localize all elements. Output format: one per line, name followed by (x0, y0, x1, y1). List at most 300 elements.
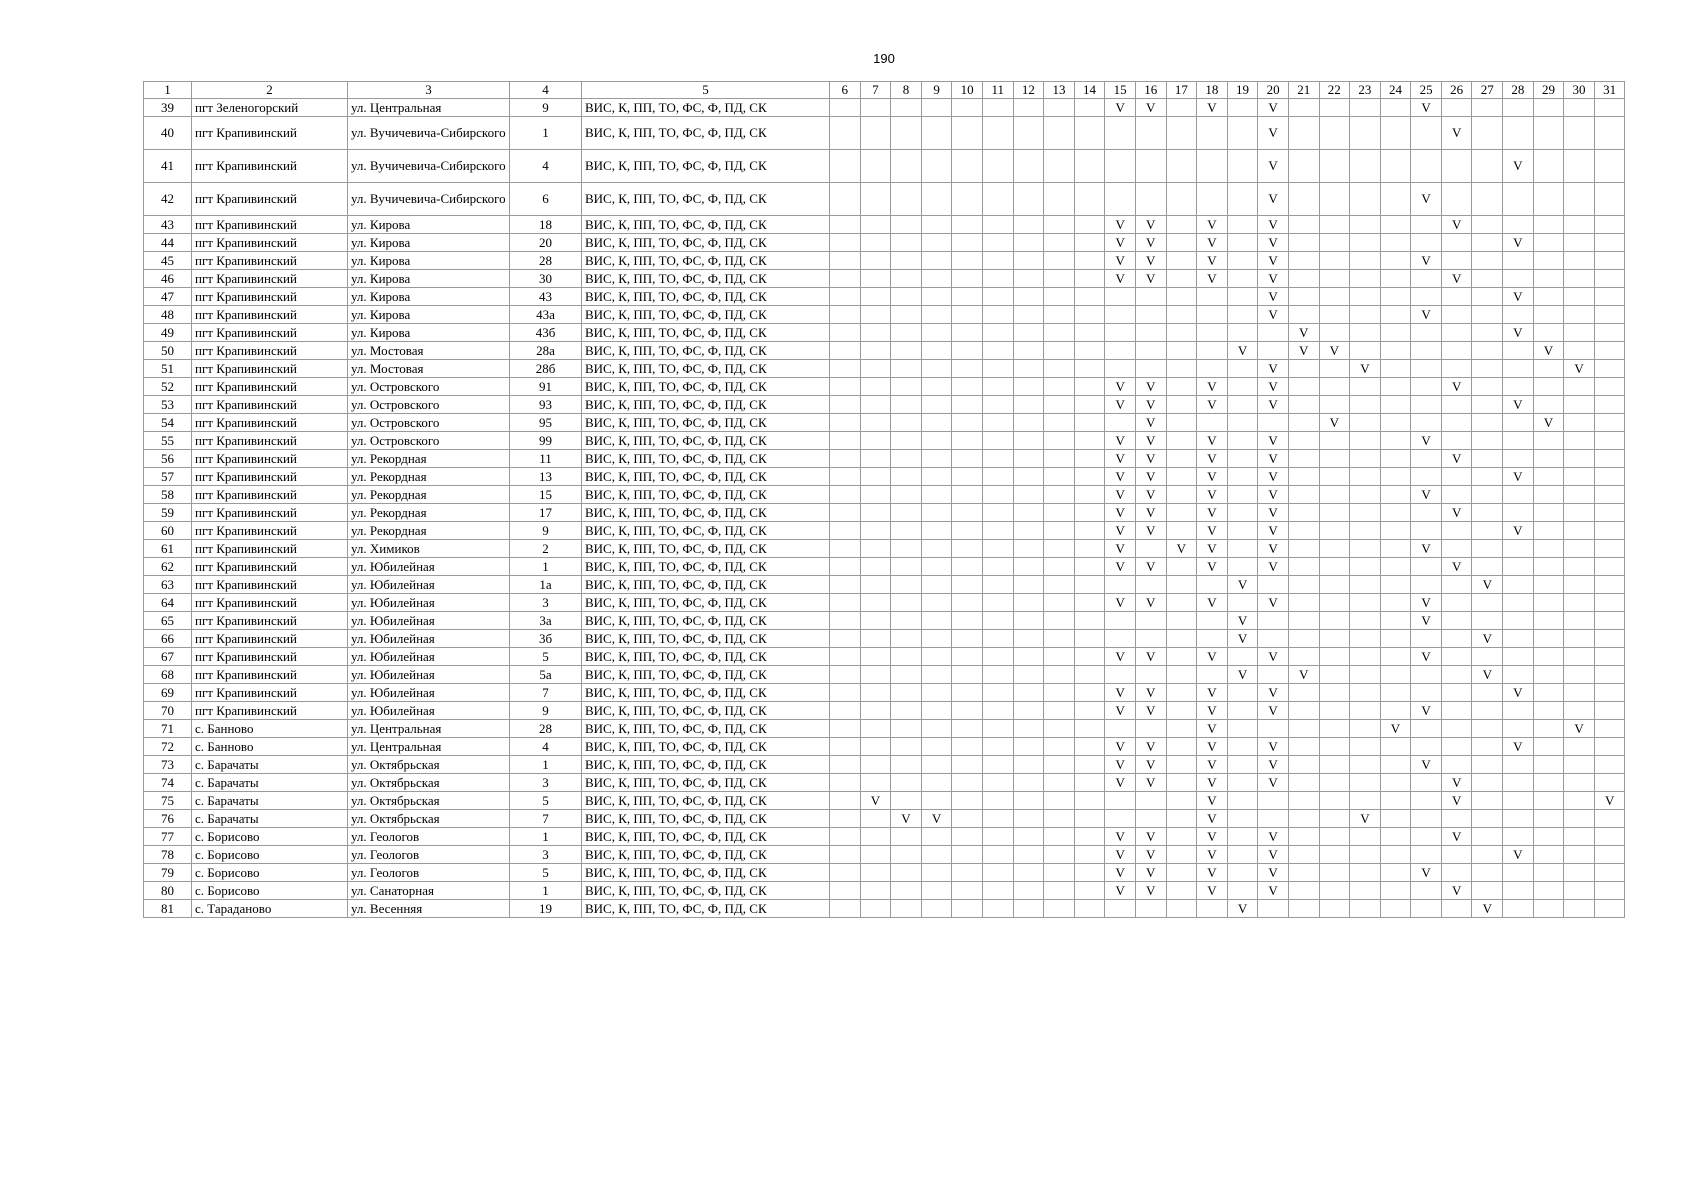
check-mark-cell: V (1411, 864, 1442, 882)
empty-cell (1380, 540, 1411, 558)
column-number-header: 8 (891, 82, 922, 99)
empty-cell (1135, 288, 1166, 306)
empty-cell (860, 900, 891, 918)
check-mark-cell: V (1197, 504, 1228, 522)
empty-cell (1503, 882, 1534, 900)
empty-cell (891, 900, 922, 918)
empty-cell (1380, 684, 1411, 702)
empty-cell (1472, 216, 1503, 234)
row-number-cell: 62 (144, 558, 192, 576)
empty-cell (891, 558, 922, 576)
empty-cell (1411, 846, 1442, 864)
row-number-cell: 42 (144, 183, 192, 216)
empty-cell (1227, 150, 1258, 183)
empty-cell (1564, 576, 1595, 594)
row-number-cell: 50 (144, 342, 192, 360)
empty-cell (1166, 702, 1197, 720)
empty-cell (952, 756, 983, 774)
table-row (144, 648, 1625, 666)
empty-cell (1258, 612, 1289, 630)
empty-cell (860, 828, 891, 846)
empty-cell (1074, 99, 1105, 117)
empty-cell (860, 99, 891, 117)
empty-cell (1411, 576, 1442, 594)
empty-cell (1472, 234, 1503, 252)
empty-cell (982, 576, 1013, 594)
table-row (144, 810, 1625, 828)
empty-cell (891, 648, 922, 666)
empty-cell (1380, 900, 1411, 918)
empty-cell (921, 450, 952, 468)
empty-cell (1319, 396, 1350, 414)
empty-cell (1258, 720, 1289, 738)
empty-cell (1564, 150, 1595, 183)
empty-cell (1074, 150, 1105, 183)
check-mark-cell: V (1258, 702, 1289, 720)
settlement-cell: пгт Крапивинский (192, 486, 348, 504)
empty-cell (1350, 684, 1381, 702)
empty-cell (982, 396, 1013, 414)
house-number-cell: 91 (510, 378, 582, 396)
empty-cell (1533, 522, 1564, 540)
empty-cell (1044, 150, 1075, 183)
empty-cell (1472, 342, 1503, 360)
street-cell: ул. Вучичевича-Сибирского (348, 183, 510, 216)
empty-cell (1013, 414, 1044, 432)
empty-cell (1166, 594, 1197, 612)
empty-cell (1074, 720, 1105, 738)
check-mark-cell: V (1197, 738, 1228, 756)
empty-cell (1503, 360, 1534, 378)
check-mark-cell: V (1135, 702, 1166, 720)
empty-cell (1135, 183, 1166, 216)
empty-cell (1227, 117, 1258, 150)
empty-cell (1319, 504, 1350, 522)
empty-cell (921, 306, 952, 324)
check-mark-cell: V (1197, 810, 1228, 828)
check-mark-cell: V (1227, 576, 1258, 594)
empty-cell (1074, 864, 1105, 882)
services-cell: ВИС, К, ПП, ТО, ФС, Ф, ПД, СК (582, 756, 830, 774)
empty-cell (1319, 540, 1350, 558)
empty-cell (1135, 900, 1166, 918)
house-number-cell: 43а (510, 306, 582, 324)
check-mark-cell: V (1197, 486, 1228, 504)
empty-cell (1013, 864, 1044, 882)
empty-cell (830, 270, 861, 288)
empty-cell (1472, 684, 1503, 702)
empty-cell (1472, 288, 1503, 306)
empty-cell (830, 183, 861, 216)
empty-cell (921, 846, 952, 864)
empty-cell (1044, 342, 1075, 360)
empty-cell (1319, 450, 1350, 468)
empty-cell (982, 522, 1013, 540)
empty-cell (860, 234, 891, 252)
services-cell: ВИС, К, ПП, ТО, ФС, Ф, ПД, СК (582, 540, 830, 558)
empty-cell (1564, 756, 1595, 774)
settlement-cell: с. Барачаты (192, 756, 348, 774)
settlement-cell: пгт Крапивинский (192, 378, 348, 396)
empty-cell (1013, 882, 1044, 900)
empty-cell (1411, 684, 1442, 702)
empty-cell (1227, 810, 1258, 828)
services-cell: ВИС, К, ПП, ТО, ФС, Ф, ПД, СК (582, 324, 830, 342)
empty-cell (921, 576, 952, 594)
empty-cell (1441, 846, 1472, 864)
empty-cell (1564, 612, 1595, 630)
empty-cell (860, 378, 891, 396)
empty-cell (1472, 150, 1503, 183)
row-number-cell: 80 (144, 882, 192, 900)
empty-cell (1166, 486, 1197, 504)
empty-cell (1288, 288, 1319, 306)
check-mark-cell: V (1135, 414, 1166, 432)
empty-cell (1472, 828, 1503, 846)
empty-cell (1411, 234, 1442, 252)
empty-cell (860, 486, 891, 504)
empty-cell (1105, 666, 1136, 684)
empty-cell (1533, 882, 1564, 900)
empty-cell (952, 630, 983, 648)
empty-cell (1288, 99, 1319, 117)
empty-cell (921, 522, 952, 540)
check-mark-cell: V (1135, 828, 1166, 846)
empty-cell (830, 306, 861, 324)
empty-cell (1533, 450, 1564, 468)
empty-cell (1166, 648, 1197, 666)
empty-cell (1411, 342, 1442, 360)
empty-cell (1472, 594, 1503, 612)
empty-cell (1197, 288, 1228, 306)
empty-cell (1044, 684, 1075, 702)
empty-cell (1074, 414, 1105, 432)
empty-cell (1594, 252, 1625, 270)
empty-cell (1350, 666, 1381, 684)
empty-cell (1441, 486, 1472, 504)
empty-cell (1197, 666, 1228, 684)
empty-cell (1472, 738, 1503, 756)
column-number-header: 13 (1044, 82, 1075, 99)
house-number-cell: 28 (510, 720, 582, 738)
check-mark-cell: V (1288, 666, 1319, 684)
empty-cell (1227, 324, 1258, 342)
empty-cell (1013, 810, 1044, 828)
empty-cell (1166, 396, 1197, 414)
services-cell: ВИС, К, ПП, ТО, ФС, Ф, ПД, СК (582, 378, 830, 396)
empty-cell (1441, 720, 1472, 738)
empty-cell (952, 396, 983, 414)
street-cell: ул. Кирова (348, 234, 510, 252)
empty-cell (1105, 117, 1136, 150)
empty-cell (1288, 306, 1319, 324)
empty-cell (1564, 378, 1595, 396)
check-mark-cell: V (1411, 252, 1442, 270)
empty-cell (1472, 720, 1503, 738)
empty-cell (1135, 324, 1166, 342)
empty-cell (1044, 576, 1075, 594)
empty-cell (1411, 504, 1442, 522)
empty-cell (952, 150, 983, 183)
empty-cell (1319, 828, 1350, 846)
empty-cell (1166, 846, 1197, 864)
empty-cell (982, 720, 1013, 738)
empty-cell (830, 882, 861, 900)
empty-cell (1013, 183, 1044, 216)
empty-cell (860, 396, 891, 414)
house-number-cell: 19 (510, 900, 582, 918)
house-number-cell: 1 (510, 558, 582, 576)
empty-cell (921, 792, 952, 810)
empty-cell (1350, 558, 1381, 576)
check-mark-cell: V (1411, 702, 1442, 720)
street-cell: ул. Октябрьская (348, 756, 510, 774)
row-number-cell: 53 (144, 396, 192, 414)
empty-cell (860, 216, 891, 234)
table-row (144, 342, 1625, 360)
empty-cell (1288, 882, 1319, 900)
empty-cell (1288, 810, 1319, 828)
empty-cell (1564, 810, 1595, 828)
empty-cell (1074, 558, 1105, 576)
empty-cell (1503, 504, 1534, 522)
empty-cell (921, 684, 952, 702)
empty-cell (982, 810, 1013, 828)
check-mark-cell: V (1533, 342, 1564, 360)
empty-cell (1441, 252, 1472, 270)
empty-cell (1472, 378, 1503, 396)
check-mark-cell: V (1258, 684, 1289, 702)
check-mark-cell: V (1258, 378, 1289, 396)
empty-cell (1044, 792, 1075, 810)
empty-cell (1074, 522, 1105, 540)
check-mark-cell: V (1105, 702, 1136, 720)
empty-cell (891, 828, 922, 846)
check-mark-cell: V (1135, 738, 1166, 756)
check-mark-cell: V (1258, 522, 1289, 540)
empty-cell (1350, 864, 1381, 882)
empty-cell (1013, 150, 1044, 183)
empty-cell (1503, 576, 1534, 594)
empty-cell (952, 540, 983, 558)
empty-cell (1411, 450, 1442, 468)
empty-cell (1166, 183, 1197, 216)
empty-cell (982, 594, 1013, 612)
empty-cell (982, 738, 1013, 756)
empty-cell (1594, 432, 1625, 450)
check-mark-cell: V (1197, 558, 1228, 576)
empty-cell (1074, 648, 1105, 666)
street-cell: ул. Рекордная (348, 486, 510, 504)
empty-cell (1319, 810, 1350, 828)
check-mark-cell: V (1197, 720, 1228, 738)
house-number-cell: 11 (510, 450, 582, 468)
empty-cell (1135, 630, 1166, 648)
row-number-cell: 39 (144, 99, 192, 117)
empty-cell (1594, 828, 1625, 846)
row-number-cell: 66 (144, 630, 192, 648)
empty-cell (1013, 576, 1044, 594)
empty-cell (1380, 117, 1411, 150)
check-mark-cell: V (1135, 270, 1166, 288)
empty-cell (830, 666, 861, 684)
services-cell: ВИС, К, ПП, ТО, ФС, Ф, ПД, СК (582, 468, 830, 486)
check-mark-cell: V (1105, 558, 1136, 576)
services-cell: ВИС, К, ПП, ТО, ФС, Ф, ПД, СК (582, 486, 830, 504)
house-number-cell: 2 (510, 540, 582, 558)
empty-cell (1227, 468, 1258, 486)
empty-cell (1503, 594, 1534, 612)
row-number-cell: 47 (144, 288, 192, 306)
check-mark-cell: V (1105, 738, 1136, 756)
empty-cell (1380, 666, 1411, 684)
empty-cell (891, 216, 922, 234)
empty-cell (982, 99, 1013, 117)
empty-cell (1472, 414, 1503, 432)
house-number-cell: 5 (510, 864, 582, 882)
empty-cell (1288, 150, 1319, 183)
empty-cell (1503, 99, 1534, 117)
empty-cell (1166, 576, 1197, 594)
empty-cell (952, 792, 983, 810)
check-mark-cell: V (1258, 864, 1289, 882)
empty-cell (860, 864, 891, 882)
empty-cell (1441, 522, 1472, 540)
empty-cell (1074, 396, 1105, 414)
empty-cell (860, 150, 891, 183)
settlement-cell: пгт Крапивинский (192, 150, 348, 183)
empty-cell (1350, 576, 1381, 594)
empty-cell (982, 306, 1013, 324)
empty-cell (1044, 234, 1075, 252)
table-row (144, 234, 1625, 252)
empty-cell (952, 360, 983, 378)
empty-cell (982, 432, 1013, 450)
empty-cell (1503, 630, 1534, 648)
street-cell: ул. Рекордная (348, 450, 510, 468)
table-row (144, 306, 1625, 324)
empty-cell (860, 270, 891, 288)
empty-cell (891, 504, 922, 522)
empty-cell (1380, 378, 1411, 396)
empty-cell (1288, 522, 1319, 540)
street-cell: ул. Кирова (348, 270, 510, 288)
empty-cell (1472, 774, 1503, 792)
empty-cell (1227, 99, 1258, 117)
empty-cell (860, 522, 891, 540)
empty-cell (921, 702, 952, 720)
check-mark-cell: V (1197, 522, 1228, 540)
empty-cell (1013, 216, 1044, 234)
empty-cell (830, 756, 861, 774)
empty-cell (1380, 576, 1411, 594)
column-number-header: 27 (1472, 82, 1503, 99)
check-mark-cell: V (1135, 252, 1166, 270)
empty-cell (952, 900, 983, 918)
empty-cell (1503, 720, 1534, 738)
empty-cell (1013, 342, 1044, 360)
check-mark-cell: V (1105, 594, 1136, 612)
empty-cell (1441, 684, 1472, 702)
empty-cell (1503, 666, 1534, 684)
empty-cell (1197, 324, 1228, 342)
empty-cell (860, 684, 891, 702)
empty-cell (1380, 324, 1411, 342)
empty-cell (1441, 612, 1472, 630)
empty-cell (921, 864, 952, 882)
empty-cell (982, 666, 1013, 684)
services-cell: ВИС, К, ПП, ТО, ФС, Ф, ПД, СК (582, 522, 830, 540)
row-number-cell: 54 (144, 414, 192, 432)
empty-cell (830, 522, 861, 540)
empty-cell (891, 630, 922, 648)
empty-cell (1380, 450, 1411, 468)
empty-cell (982, 504, 1013, 522)
check-mark-cell: V (1411, 594, 1442, 612)
empty-cell (1472, 702, 1503, 720)
empty-cell (1441, 432, 1472, 450)
empty-cell (1074, 450, 1105, 468)
empty-cell (982, 183, 1013, 216)
empty-cell (1227, 738, 1258, 756)
check-mark-cell: V (1135, 846, 1166, 864)
empty-cell (1533, 648, 1564, 666)
empty-cell (1013, 900, 1044, 918)
empty-cell (1288, 612, 1319, 630)
column-number-header: 14 (1074, 82, 1105, 99)
empty-cell (1411, 396, 1442, 414)
services-cell: ВИС, К, ПП, ТО, ФС, Ф, ПД, СК (582, 738, 830, 756)
empty-cell (982, 117, 1013, 150)
empty-cell (1533, 540, 1564, 558)
check-mark-cell: V (1135, 216, 1166, 234)
check-mark-cell: V (1135, 450, 1166, 468)
empty-cell (1319, 522, 1350, 540)
empty-cell (1472, 324, 1503, 342)
empty-cell (1013, 612, 1044, 630)
empty-cell (1564, 396, 1595, 414)
settlement-cell: пгт Крапивинский (192, 450, 348, 468)
check-mark-cell: V (1105, 450, 1136, 468)
empty-cell (1411, 324, 1442, 342)
empty-cell (1564, 486, 1595, 504)
empty-cell (1074, 756, 1105, 774)
settlement-cell: пгт Крапивинский (192, 306, 348, 324)
check-mark-cell: V (1197, 432, 1228, 450)
services-cell: ВИС, К, ПП, ТО, ФС, Ф, ПД, СК (582, 414, 830, 432)
settlement-cell: пгт Крапивинский (192, 504, 348, 522)
empty-cell (1013, 432, 1044, 450)
check-mark-cell: V (1441, 216, 1472, 234)
empty-cell (1380, 432, 1411, 450)
empty-cell (1044, 324, 1075, 342)
empty-cell (1472, 117, 1503, 150)
empty-cell (1533, 99, 1564, 117)
column-number-header: 31 (1594, 82, 1625, 99)
empty-cell (891, 306, 922, 324)
empty-cell (1105, 900, 1136, 918)
house-number-cell: 30 (510, 270, 582, 288)
empty-cell (1319, 324, 1350, 342)
empty-cell (1166, 774, 1197, 792)
empty-cell (830, 342, 861, 360)
check-mark-cell: V (1135, 99, 1166, 117)
empty-cell (1288, 504, 1319, 522)
check-mark-cell: V (1503, 288, 1534, 306)
check-mark-cell: V (1227, 612, 1258, 630)
empty-cell (1166, 666, 1197, 684)
empty-cell (1594, 846, 1625, 864)
